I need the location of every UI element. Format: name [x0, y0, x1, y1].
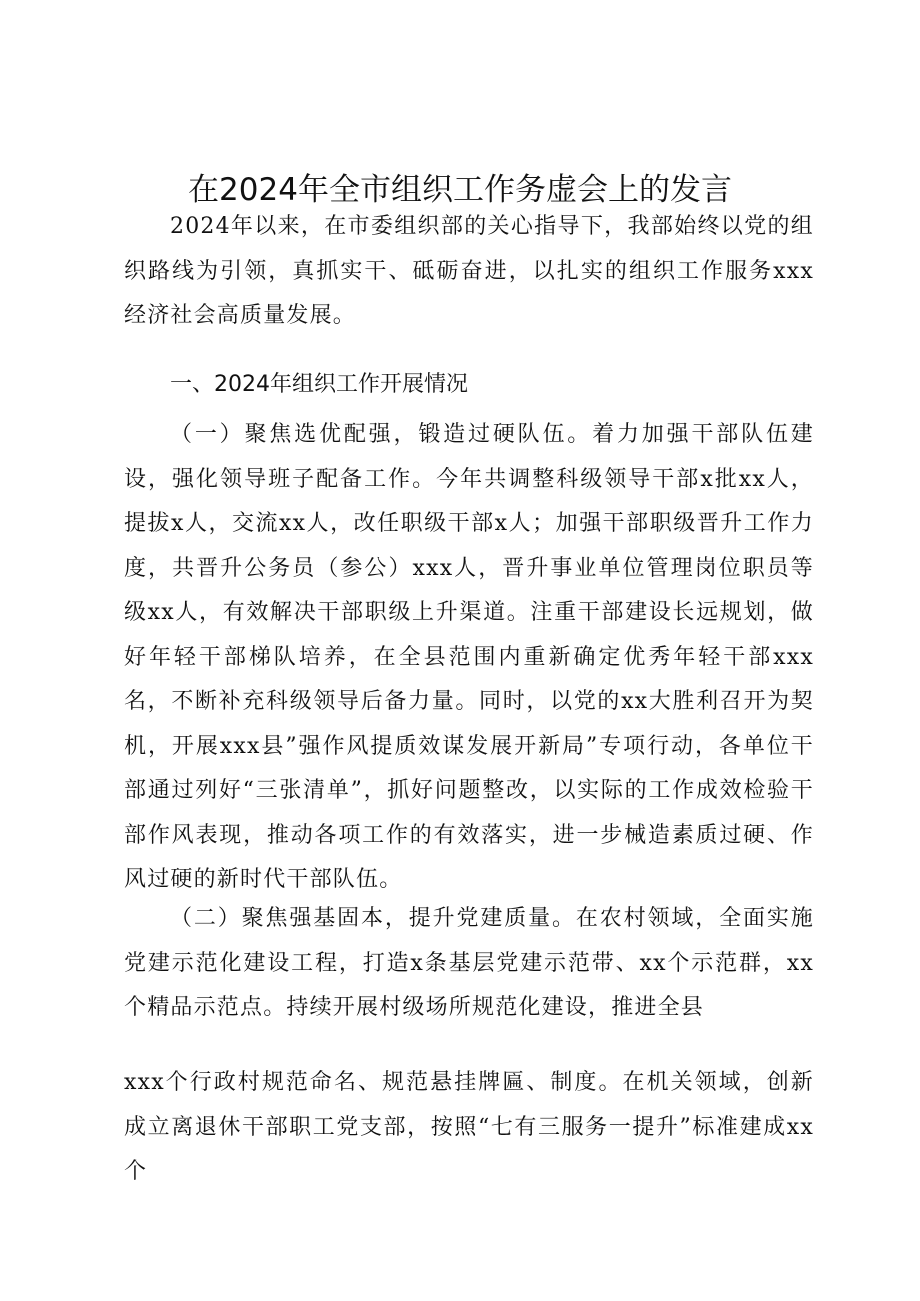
body-paragraph: （二）聚焦强基固本，提升党建质量。在农村领域，全面实施党建示范化建设工程，打造x条基层党建示范带、xx个示范群，xx个精品示范点。持续开展村级场所规范化建设，推进全县 [124, 906, 814, 1020]
document-title: 在2024年全市组织工作务虚会上的发言 [188, 172, 732, 208]
body-paragraph: xxx个行政村规范命名、规范悬挂牌匾、制度。在机关领域，创新成立离退休干部职工党支部，按照“七有三服务一提升”标准建成xx个 [124, 1070, 814, 1184]
section-heading: 一、2024年组织工作开展情况 [170, 372, 468, 397]
intro-paragraph: 2024年以来，在市委组织部的关心指导下，我部始终以党的组织路线为引领，真抓实干、砥砺奋进，以扎实的组织工作服务xxx经济社会高质量发展。 [124, 214, 814, 328]
body-paragraph: （一）聚焦选优配强，锻造过硬队伍。着力加强干部队伍建设，强化领导班子配备工作。今年共调整科级领导干部x批xx人，提拔x人，交流xx人，改任职级干部x人；加强干部职级晋升工作力度，共晋升公务员（参公）xxx人，晋升事业单位管理岗位职员等级xx人，有效解决干部职级上升渠道。注重干部建设长远规划，做好年轻干部梯队培养，在全县范围内重新确定优秀年轻干部xxx名，不断补充科级领导后备力量。同时，以党的xx大胜利召开为契机，开展xxx县”强作风提质效谋发展开新局”专项行动，各单位干部通过列好“三张清单”，抓好问题整改，以实际的工作成效检验干部作风表现，推动各项工作的有效落实，进一步械造素质过硬、作风过硬的新时代干部队伍。 [124, 422, 814, 892]
